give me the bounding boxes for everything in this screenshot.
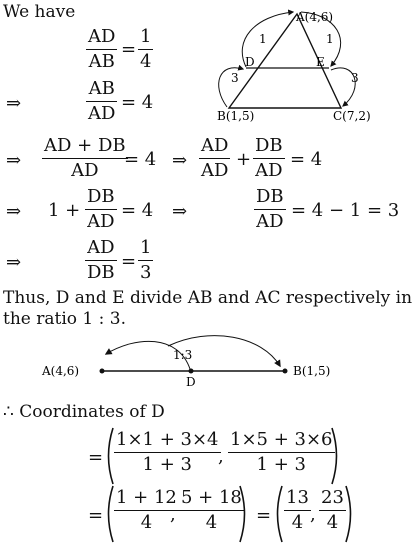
result-y-fraction: 5 + 18 4	[181, 487, 242, 533]
label-d: D	[245, 55, 255, 69]
right-paren	[238, 484, 250, 544]
fraction-ad-plus-db-over-ad: AD + DB AD	[44, 135, 126, 181]
fraction-db-ad: DB AD	[87, 186, 115, 232]
implies-arrow: ⇒	[6, 252, 22, 273]
step4-lhs: 1 +	[48, 200, 81, 221]
step3-rhs: = 4	[124, 149, 157, 170]
ratio-ad: 1	[259, 32, 267, 46]
step4-rhs2: = 4 − 1 = 3	[291, 200, 400, 221]
plus-sign: +	[236, 149, 252, 170]
step4-rhs: = 4	[121, 200, 154, 221]
label-a: A(4,6)	[296, 10, 334, 24]
comma: ,	[170, 504, 176, 525]
fraction-one-third: 1 3	[140, 237, 152, 283]
label-e: E	[316, 55, 325, 69]
implies-arrow: ⇒	[6, 150, 22, 171]
ratio-db: 3	[231, 71, 239, 85]
coordinates-heading: ∴ Coordinates of D	[3, 402, 165, 422]
final-y-fraction: 23 4	[321, 487, 344, 533]
point-a	[100, 369, 105, 374]
implies-arrow: ⇒	[172, 150, 188, 171]
fraction-ad-db: AD DB	[87, 237, 115, 283]
label-c: C(7,2)	[333, 109, 371, 123]
fraction-ad-ad: AD AD	[201, 135, 229, 181]
fraction-db-ad: DB AD	[256, 186, 284, 232]
triangle-diagram	[205, 0, 419, 124]
segment-label-d: D	[186, 375, 196, 388]
step3-rhs2: = 4	[290, 149, 323, 170]
point-b	[283, 369, 288, 374]
implies-arrow: ⇒	[6, 201, 22, 222]
ratio-ae: 1	[326, 32, 334, 46]
fraction-ad-ab: AD AB	[88, 26, 116, 72]
equals-sign: =	[256, 505, 272, 526]
result-x-fraction: 1 + 12 4	[116, 487, 177, 533]
equals-sign: =	[88, 505, 104, 526]
segment-diagram	[0, 330, 419, 388]
conclusion-line-1: Thus, D and E divide AB and AC respectively in	[3, 288, 413, 308]
equals-sign: =	[121, 39, 137, 60]
segment-label-b: B(1,5)	[293, 364, 331, 378]
fraction-ab-ad: AB AD	[88, 78, 116, 124]
equals-sign: =	[88, 447, 104, 468]
right-paren	[344, 484, 356, 544]
comma: ,	[310, 504, 316, 525]
fraction-one-quarter: 1 4	[140, 26, 152, 72]
intro-text: We have	[3, 2, 76, 22]
right-paren	[330, 426, 342, 486]
formula-x-fraction: 1×1 + 3×4 1 + 3	[116, 429, 219, 475]
fraction-db-ad: DB AD	[255, 135, 283, 181]
segment-label-a: A(4,6)	[42, 364, 80, 378]
label-b: B(1,5)	[217, 109, 255, 123]
equals-sign: =	[121, 251, 137, 272]
comma: ,	[218, 446, 224, 467]
point-d	[189, 369, 194, 374]
formula-y-fraction: 1×5 + 3×6 1 + 3	[230, 429, 333, 475]
conclusion-line-2: the ratio 1 : 3.	[3, 309, 126, 329]
ratio-ec: 3	[351, 71, 359, 85]
segment-ratio: 1:3	[173, 348, 193, 362]
step2-rhs: = 4	[121, 92, 154, 113]
left-paren	[272, 484, 284, 544]
implies-arrow: ⇒	[172, 201, 188, 222]
final-x-fraction: 13 4	[286, 487, 309, 533]
implies-arrow: ⇒	[6, 93, 22, 114]
